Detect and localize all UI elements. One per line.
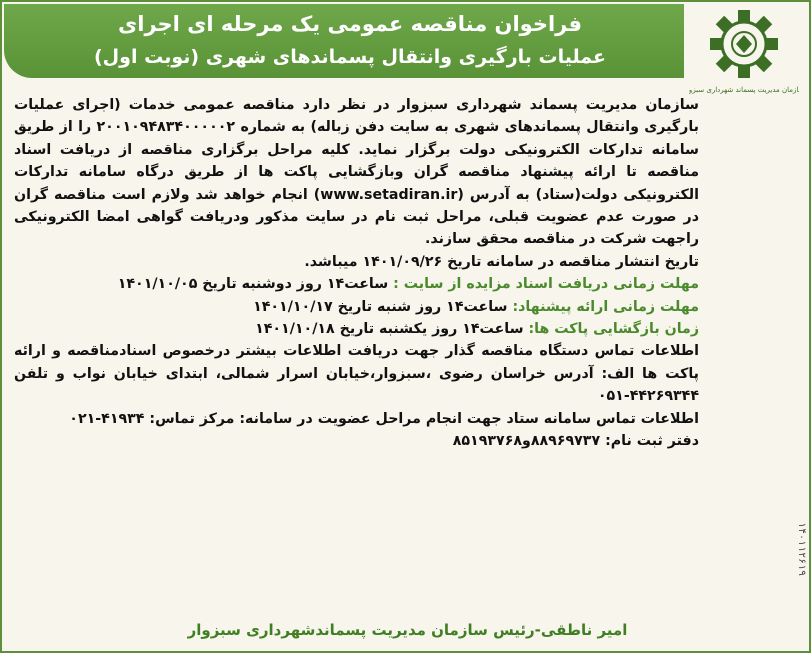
deadline-document-receipt bbox=[14, 273, 699, 295]
footer-signature: امیر ناطقی-رئیس سازمان مدیریت پسماندشهرداری سبزوار bbox=[187, 621, 628, 639]
announcement-body bbox=[14, 94, 699, 453]
contact-tender-authority: اطلاعات تماس دستگاه مناقصه گذار جهت دریافت اطلاعات بیشتر درخصوص اسنادمناقصه و ارائه پاکت ها الف: آدرس خراسان رضوی ،سبزوار،خیابان اسرار شمالی، ابتدای خیابان نواب و تلفن ۴۴۲۶۹۳۴۴-۰۵۱ bbox=[14, 343, 699, 405]
municipality-emblem-icon bbox=[689, 6, 799, 102]
deadline-label: زمان بازگشایی پاکت ها: bbox=[528, 321, 699, 338]
deadline-envelope-opening bbox=[14, 318, 699, 340]
side-reference-number: ۱۴۰۱۱۲۶۱۹ bbox=[796, 522, 807, 577]
paragraph-main: سازمان مدیریت پسماند شهرداری سبزوار در نظر دارد مناقصه عمومی خدمات (اجرای عملیات بارگیری وانتقال پسماندهای شهری به سایت دفن زباله) به شماره ۲۰۰۱۰۹۴۸۳۴۰۰۰۰۰۲ را از طریق سامانه تدارکات الکترونیکی دولت برگزار نماید. کلیه مراحل برگزاری مناقصه از دریافت اسناد مناقصه تا ارائه پیشنهاد مناقصه گران وبازگشایی پاکت ها از طریق درگاه سامانه تدارکات الکترونیکی دولت(ستاد) به آدرس (www.setadiran.ir) انجام خواهد شد ولازم است مناقصه گران در صورت عدم عضویت قبلی، مراحل ثبت نام در سایت مذکور ودریافت گواهی امضا الکترونیکی راجهت شرکت در مناقصه محقق سازند. bbox=[14, 97, 699, 248]
contact-setad-system: اطلاعات تماس سامانه ستاد جهت انجام مراحل عضویت در سامانه: مرکز تماس: ۴۱۹۳۴-۰۲۱ bbox=[69, 410, 699, 427]
deadline-bid-submission bbox=[14, 296, 699, 318]
deadline-label: مهلت زمانی دریافت اسناد مزایده از سایت : bbox=[393, 276, 699, 293]
title-line-2: عملیات بارگیری وانتقال پسماندهای شهری (نوبت اول) bbox=[94, 46, 606, 68]
deadline-value: ساعت۱۴ روز یکشنبه تاریخ ۱۴۰۱/۱۰/۱۸ bbox=[255, 321, 524, 338]
logo-caption: سازمان مدیریت پسماند شهرداری سبزوار bbox=[689, 86, 799, 94]
deadline-value: ساعت۱۴ روز شنبه تاریخ ۱۴۰۱/۱۰/۱۷ bbox=[253, 298, 508, 315]
publish-date: تاریخ انتشار مناقصه در سامانه تاریخ ۱۴۰۱/۰۹/۲۶ میباشد. bbox=[304, 253, 699, 270]
title-banner bbox=[4, 4, 684, 78]
registration-office: دفتر ثبت نام: ۸۸۹۶۹۷۳۷و۸۵۱۹۳۷۶۸ bbox=[452, 433, 699, 450]
deadline-label: مهلت زمانی ارائه پیشنهاد: bbox=[512, 298, 699, 315]
title-line-1: فراخوان مناقصه عمومی یک مرحله ای اجرای bbox=[118, 12, 582, 36]
deadline-value: ساعت۱۴ روز دوشنبه تاریخ ۱۴۰۱/۱۰/۰۵ bbox=[117, 276, 389, 293]
